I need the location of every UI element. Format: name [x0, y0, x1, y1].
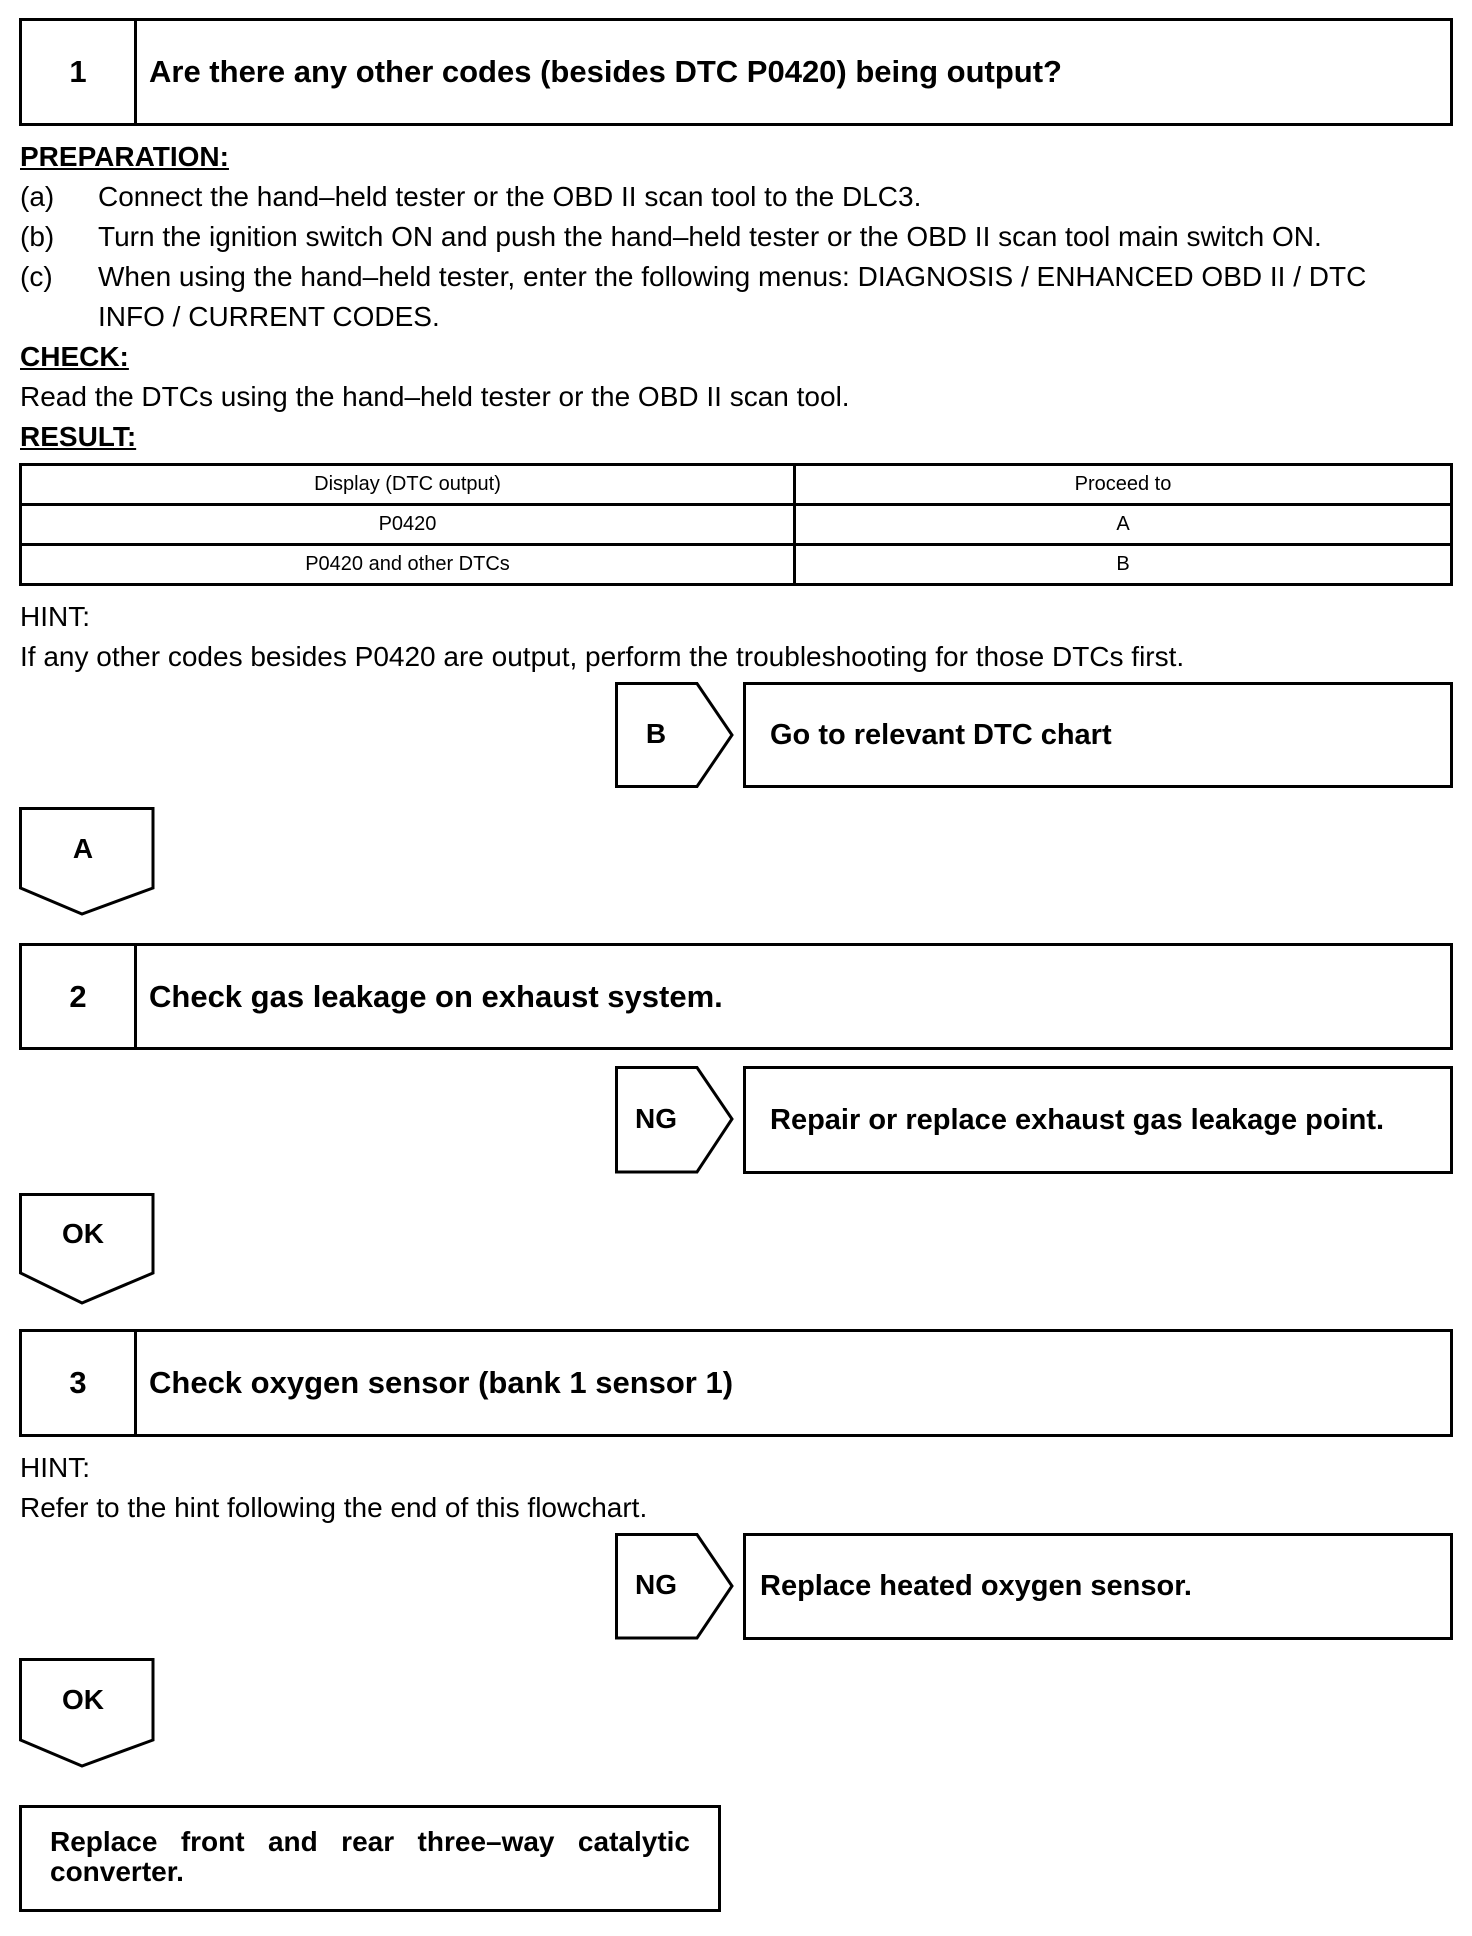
- step-2-box: [19, 943, 1453, 1050]
- branch-action-text: Repair or replace exhaust gas leakage point.: [770, 1103, 1385, 1136]
- branch-action-text: Go to relevant DTC chart: [770, 718, 1112, 751]
- hint-heading: HINT:: [20, 1452, 90, 1483]
- continue-tag: OK: [62, 1684, 104, 1715]
- table-cell: B: [795, 545, 1452, 585]
- item-label: (c): [20, 261, 53, 292]
- branch-tag: NG: [635, 1569, 677, 1600]
- branch-tag: NG: [635, 1103, 677, 1134]
- branch-action-box[interactable]: [743, 1066, 1453, 1174]
- preparation-item-c-continuation: INFO / CURRENT CODES.: [98, 301, 440, 332]
- step-title: Check gas leakage on exhaust system.: [149, 978, 723, 1014]
- continue-tag: OK: [62, 1218, 104, 1249]
- table-cell: A: [795, 505, 1452, 545]
- branch-action-box[interactable]: [743, 1533, 1453, 1640]
- item-text: Turn the ignition switch ON and push the hand–held tester or the OBD II scan tool main switch ON.: [98, 221, 1322, 252]
- step-3-box: [19, 1329, 1453, 1437]
- final-action-text: Replace front and rear three–way catalytic converter.: [50, 1826, 690, 1887]
- result-heading: RESULT:: [20, 421, 137, 452]
- final-action-box[interactable]: [19, 1805, 721, 1912]
- item-text: When using the hand–held tester, enter the following menus: DIAGNOSIS / ENHANCED OBD II / DTC: [98, 261, 1367, 292]
- check-heading: CHECK:: [20, 341, 129, 372]
- step-1-box: [19, 18, 1453, 126]
- column-header: Proceed to: [795, 465, 1452, 505]
- table-row: [21, 545, 1452, 585]
- table-row: [21, 505, 1452, 545]
- preparation-heading: PREPARATION:: [20, 141, 229, 172]
- check-text: Read the DTCs using the hand–held tester or the OBD II scan tool.: [20, 381, 850, 412]
- hint-text: If any other codes besides P0420 are output, perform the troubleshooting for those DTCs first.: [20, 641, 1185, 672]
- item-label: (a): [20, 181, 55, 212]
- hint-heading: HINT:: [20, 601, 90, 632]
- continue-tag: A: [72, 833, 94, 864]
- result-table: [19, 463, 1453, 586]
- step-number: 2: [22, 946, 137, 1047]
- table-header-row: [21, 465, 1452, 505]
- branch-action-box[interactable]: [743, 682, 1453, 788]
- step-title: Check oxygen sensor (bank 1 sensor 1): [149, 1365, 734, 1400]
- column-header: Display (DTC output): [21, 465, 795, 505]
- step-number: 3: [22, 1332, 137, 1434]
- step-title: Are there any other codes (besides DTC P0420) being output?: [149, 54, 1062, 89]
- hint-text: Refer to the hint following the end of this flowchart.: [20, 1492, 648, 1523]
- table-cell: P0420 and other DTCs: [21, 545, 795, 585]
- branch-action-text: Replace heated oxygen sensor.: [760, 1570, 1192, 1602]
- item-label: (b): [20, 221, 55, 252]
- step-number: 1: [22, 21, 137, 123]
- item-text: Connect the hand–held tester or the OBD II scan tool to the DLC3.: [98, 181, 922, 212]
- table-cell: P0420: [21, 505, 795, 545]
- branch-tag: B: [645, 718, 667, 749]
